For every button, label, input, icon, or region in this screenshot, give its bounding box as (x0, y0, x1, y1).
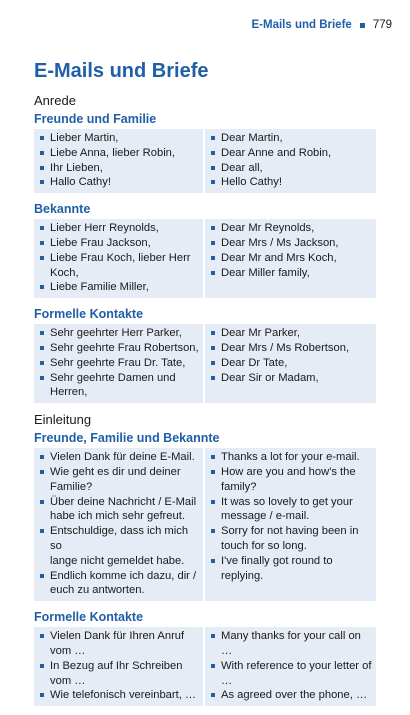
phrase-table (34, 129, 376, 193)
bullet-icon (40, 180, 44, 184)
bullet-icon (40, 664, 44, 668)
phrase-item (40, 280, 199, 295)
bullet-icon (40, 634, 44, 638)
bullet-icon (40, 455, 44, 459)
phrase-text: Many thanks for your call on … (221, 630, 361, 657)
phrase-item (40, 236, 199, 251)
german-column (34, 324, 205, 403)
bullet-icon (40, 693, 44, 697)
phrase-item (211, 175, 372, 190)
subheading-formelle-kontakte: Formelle Kontakte (34, 307, 144, 322)
phrase-item (40, 161, 199, 176)
phrase-item (40, 450, 199, 465)
phrase-item (211, 659, 372, 689)
bullet-icon (211, 241, 215, 245)
bullet-icon (211, 470, 215, 474)
phrase-item (211, 356, 372, 371)
phrase-text: Dear all, (221, 161, 263, 174)
phrase-item (211, 161, 372, 176)
phrase-item (211, 221, 372, 236)
bullet-icon (211, 559, 215, 563)
phrase-text: Sorry for not having been in touch for so long. (221, 525, 359, 552)
german-column (34, 627, 205, 706)
bullet-icon (40, 470, 44, 474)
phrase-item (40, 465, 199, 495)
phrase-item (40, 356, 199, 371)
running-head-section: E-Mails und Briefe (251, 19, 352, 31)
bullet-icon (40, 346, 44, 350)
english-column (205, 219, 376, 298)
bullet-icon (40, 285, 44, 289)
phrase-text: Lieber Martin, (50, 132, 119, 144)
bullet-icon (211, 331, 215, 335)
bullet-icon (211, 455, 215, 459)
phrase-item (40, 371, 199, 401)
phrase-text: Sehr geehrte Frau Dr. Tate, (50, 356, 186, 369)
block-einleitung-formell (34, 610, 376, 706)
phrase-table (34, 448, 376, 601)
page-number: 779 (372, 19, 392, 31)
phrase-item (40, 221, 199, 236)
bullet-icon (211, 634, 215, 638)
bullet-icon (40, 500, 44, 504)
phrase-item (40, 569, 199, 599)
bullet-icon (211, 346, 215, 350)
page-title: E-Mails und Briefe (34, 60, 209, 82)
phrase-item (40, 495, 199, 525)
phrase-table (34, 627, 376, 706)
phrase-item (211, 131, 372, 146)
subheading-freunde-familie: Freunde und Familie (34, 112, 157, 126)
phrase-text: Liebe Frau Koch, lieber Herr Koch, (50, 251, 191, 279)
phrase-text: With reference to your letter of … (221, 659, 372, 687)
phrase-text: Wie telefonisch vereinbart, … (50, 689, 197, 702)
phrase-text: I've finally got round to replying. (221, 554, 333, 582)
phrase-text: It was so lovely to get your message / e-mail. (221, 495, 353, 523)
phrase-item (211, 341, 372, 356)
phrase-text: Hallo Cathy! (50, 176, 111, 189)
running-head (251, 19, 392, 31)
phrase-item (40, 251, 199, 281)
phrase-text: Ihr Lieben, (50, 161, 103, 174)
phrase-text: Dear Mr Parker, (221, 327, 300, 340)
phrase-item (40, 175, 199, 190)
german-column (34, 219, 205, 298)
phrase-text: Vielen Dank für Ihren Anruf vom … (50, 630, 185, 657)
english-column (205, 627, 376, 706)
phrase-text: How are you and how's the family? (221, 465, 356, 493)
subheading-bekannte: Bekannte (34, 202, 91, 217)
phrase-text: Thanks a lot for your e-mail. (221, 451, 360, 464)
bullet-icon (211, 256, 215, 260)
phrase-text: Dear Sir or Madam, (221, 371, 319, 384)
phrase-text: Sehr geehrte Damen und Herren, (50, 371, 176, 399)
phrase-item (211, 236, 372, 251)
phrase-text: As agreed over the phone, … (221, 689, 368, 702)
phrase-text: Dear Mrs / Ms Jackson, (221, 236, 339, 249)
german-column (34, 448, 205, 601)
phrase-text: Vielen Dank für deine E-Mail. (50, 451, 195, 464)
phrase-item (211, 688, 372, 703)
english-column (205, 324, 376, 403)
english-column (205, 448, 376, 601)
phrase-item (211, 554, 372, 584)
phrase-table (34, 324, 376, 403)
phrase-text: Dear Miller family, (221, 266, 310, 279)
phrase-table (34, 219, 376, 298)
phrase-item (40, 524, 199, 568)
phrase-text: Dear Anne and Robin, (221, 146, 332, 159)
phrase-item (40, 146, 199, 161)
phrase-item (40, 131, 199, 146)
phrase-item (211, 495, 372, 525)
bullet-icon (211, 271, 215, 275)
subheading-formelle-kontakte: Formelle Kontakte (34, 610, 144, 625)
phrase-text: Dear Mr and Mrs Koch, (221, 251, 337, 264)
bullet-icon (40, 136, 44, 140)
phrase-text: Sehr geehrte Frau Robertson, (50, 341, 199, 354)
phrase-item (40, 688, 199, 703)
bullet-icon (211, 664, 215, 668)
subheading-freunde-familie-bekannte: Freunde, Familie und Bekannte (34, 431, 220, 446)
phrase-text: Dear Dr Tate, (221, 356, 288, 369)
bullet-icon (40, 151, 44, 155)
phrase-text: Lieber Herr Reynolds, (50, 222, 159, 235)
content (34, 93, 376, 715)
english-column (205, 129, 376, 193)
phrase-text: Entschuldige, dass ich mich so lange nicht gemeldet habe. (50, 525, 189, 567)
section-heading-anrede: Anrede (34, 93, 76, 108)
bullet-icon (40, 226, 44, 230)
phrase-item (40, 629, 199, 659)
bullet-icon (40, 331, 44, 335)
bullet-icon (40, 529, 44, 533)
bullet-icon (211, 180, 215, 184)
bullet-icon (211, 226, 215, 230)
phrase-text: In Bezug auf Ihr Schreiben vom … (50, 659, 183, 687)
phrase-item (211, 465, 372, 495)
phrase-text: Liebe Frau Jackson, (50, 236, 151, 249)
bullet-icon (40, 241, 44, 245)
phrase-item (211, 450, 372, 465)
bullet-icon (211, 376, 215, 380)
phrase-text: Dear Martin, (221, 132, 283, 144)
phrase-text: Dear Mr Reynolds, (221, 222, 315, 235)
block-anrede-bekannte (34, 202, 376, 298)
bullet-icon (211, 693, 215, 697)
phrase-item (211, 251, 372, 266)
phrase-item (211, 629, 372, 659)
bullet-icon (40, 574, 44, 578)
phrase-text: Liebe Anna, lieber Robin, (50, 146, 176, 159)
phrase-text: Hello Cathy! (221, 176, 282, 189)
bullet-icon (211, 151, 215, 155)
german-column (34, 129, 205, 193)
phrase-item (40, 659, 199, 689)
phrase-item (211, 146, 372, 161)
phrase-text: Endlich komme ich dazu, dir / euch zu antworten. (50, 569, 197, 597)
square-separator-icon (360, 23, 365, 28)
bullet-icon (211, 361, 215, 365)
bullet-icon (40, 256, 44, 260)
bullet-icon (40, 166, 44, 170)
phrase-text: Liebe Familie Miller, (50, 281, 149, 294)
phrase-text: Dear Mrs / Ms Robertson, (221, 341, 350, 354)
bullet-icon (211, 529, 215, 533)
block-anrede-freunde (34, 112, 376, 193)
phrase-text: Über deine Nachricht / E-Mail habe ich mich sehr gefreut. (50, 495, 197, 523)
phrase-item (40, 341, 199, 356)
bullet-icon (40, 376, 44, 380)
phrase-text: Wie geht es dir und deiner Familie? (50, 465, 181, 493)
bullet-icon (40, 361, 44, 365)
phrase-item (211, 524, 372, 554)
block-einleitung-freunde (34, 431, 376, 601)
phrase-item (40, 326, 199, 341)
phrase-item (211, 371, 372, 386)
phrase-item (211, 326, 372, 341)
block-anrede-formell (34, 307, 376, 403)
phrase-item (211, 266, 372, 281)
section-heading-einleitung: Einleitung (34, 412, 92, 428)
bullet-icon (211, 500, 215, 504)
phrase-text: Sehr geehrter Herr Parker, (50, 327, 182, 340)
bullet-icon (211, 136, 215, 140)
bullet-icon (211, 166, 215, 170)
